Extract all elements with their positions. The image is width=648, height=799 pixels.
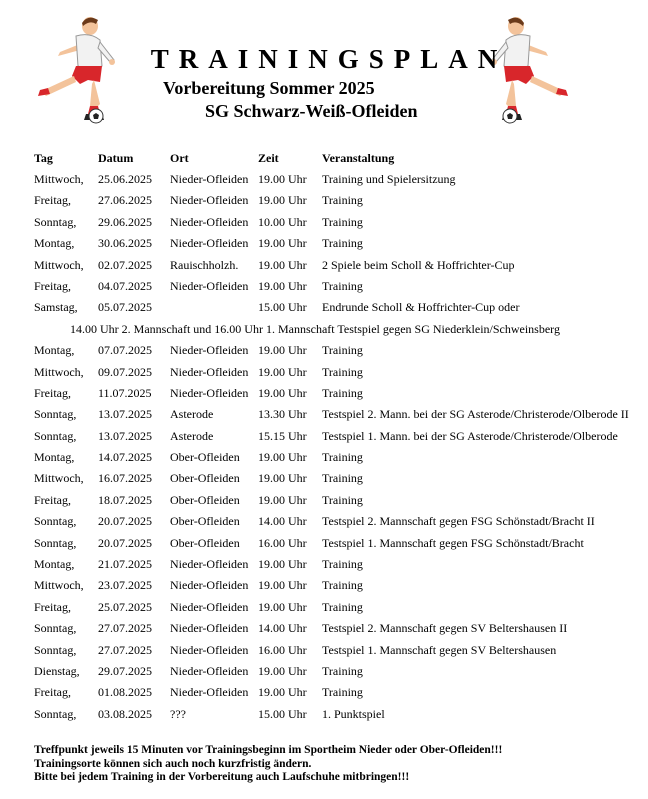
- cell-tag: Sonntag,: [34, 514, 77, 529]
- cell-zeit: 19.00 Uhr: [258, 364, 307, 379]
- cell-datum: 09.07.2025: [98, 364, 152, 379]
- cell-datum: 13.07.2025: [98, 428, 152, 443]
- cell-ort: Nieder-Ofleiden: [170, 364, 249, 379]
- cell-veranstaltung: Training: [322, 450, 363, 465]
- table-row: [34, 255, 644, 276]
- cell-veranstaltung: Training: [322, 364, 363, 379]
- cell-ort: Nieder-Ofleiden: [170, 385, 249, 400]
- cell-ort: Nieder-Ofleiden: [170, 621, 249, 636]
- cell-veranstaltung: Training: [322, 343, 363, 358]
- cell-datum: 16.07.2025: [98, 471, 152, 486]
- cell-datum: 18.07.2025: [98, 492, 152, 507]
- cell-ort: Asterode: [170, 428, 214, 443]
- cell-tag: Sonntag,: [34, 214, 77, 229]
- cell-datum: 29.07.2025: [98, 663, 152, 678]
- cell-veranstaltung: 1. Punktspiel: [322, 706, 385, 721]
- cell-datum: 27.06.2025: [98, 193, 152, 208]
- cell-tag: Mittwoch,: [34, 364, 84, 379]
- table-row: [34, 169, 644, 190]
- table-row: [34, 661, 644, 682]
- cell-tag: Sonntag,: [34, 621, 77, 636]
- cell-datum: 20.07.2025: [98, 535, 152, 550]
- footer-line-meeting: Treffpunkt jeweils 15 Minuten vor Trainingsbeginn im Sportheim Nieder oder Ober-Ofleiden!!!: [34, 744, 503, 756]
- cell-datum: 27.07.2025: [98, 621, 152, 636]
- table-row: [34, 597, 644, 618]
- table-row: [34, 618, 644, 639]
- cell-tag: Sonntag,: [34, 428, 77, 443]
- table-row: [34, 575, 644, 596]
- cell-ort: Nieder-Ofleiden: [170, 599, 249, 614]
- cell-veranstaltung: Testspiel 1. Mannschaft gegen SV Beltershausen: [322, 642, 557, 657]
- cell-tag: Mittwoch,: [34, 471, 84, 486]
- cell-zeit: 19.00 Uhr: [258, 492, 307, 507]
- table-row: [34, 340, 644, 361]
- table-row: [34, 682, 644, 703]
- cell-veranstaltung: Training: [322, 278, 363, 293]
- cell-tag: Freitag,: [34, 599, 71, 614]
- col-header-ort: Ort: [170, 151, 189, 165]
- cell-veranstaltung: Training: [322, 236, 363, 251]
- table-row: [34, 468, 644, 489]
- cell-zeit: 14.00 Uhr: [258, 621, 307, 636]
- cell-veranstaltung: Testspiel 2. Mannschaft gegen FSG Schönstadt/Bracht II: [322, 514, 595, 529]
- cell-zeit: 15.00 Uhr: [258, 706, 307, 721]
- cell-datum: 27.07.2025: [98, 642, 152, 657]
- cell-datum: 25.07.2025: [98, 599, 152, 614]
- table-row: [34, 447, 644, 468]
- table-row: [34, 404, 644, 425]
- cell-veranstaltung: Testspiel 2. Mannschaft gegen SV Beltershausen II: [322, 621, 568, 636]
- cell-ort: Ober-Ofleiden: [170, 450, 240, 465]
- table-row: [34, 533, 644, 554]
- cell-veranstaltung: Training: [322, 385, 363, 400]
- cell-veranstaltung: Training: [322, 557, 363, 572]
- cell-datum: 21.07.2025: [98, 557, 152, 572]
- cell-veranstaltung: Training: [322, 193, 363, 208]
- cell-ort: Nieder-Ofleiden: [170, 236, 249, 251]
- cell-ort: Nieder-Ofleiden: [170, 193, 249, 208]
- cell-zeit: 14.00 Uhr: [258, 514, 307, 529]
- cell-zeit: 19.00 Uhr: [258, 663, 307, 678]
- cell-tag: Mittwoch,: [34, 578, 84, 593]
- cell-ort: Asterode: [170, 407, 214, 422]
- table-row: [34, 276, 644, 297]
- cell-datum: 13.07.2025: [98, 407, 152, 422]
- cell-veranstaltung: Training: [322, 685, 363, 700]
- cell-tag: Sonntag,: [34, 706, 77, 721]
- table-row: [34, 490, 644, 511]
- cell-zeit: 10.00 Uhr: [258, 214, 307, 229]
- cell-zeit: 19.00 Uhr: [258, 385, 307, 400]
- cell-ort: Nieder-Ofleiden: [170, 278, 249, 293]
- cell-datum: 03.08.2025: [98, 706, 152, 721]
- cell-veranstaltung: Training: [322, 663, 363, 678]
- cell-zeit: 16.00 Uhr: [258, 642, 307, 657]
- cell-tag: Montag,: [34, 557, 75, 572]
- schedule-table: [34, 148, 644, 725]
- cell-zeit: 19.00 Uhr: [258, 172, 307, 186]
- table-row: [34, 554, 644, 575]
- cell-datum: 02.07.2025: [98, 257, 152, 272]
- cell-datum: 29.06.2025: [98, 214, 152, 229]
- cell-zeit: 16.00 Uhr: [258, 535, 307, 550]
- table-row: [34, 640, 644, 661]
- footer-notes: [34, 744, 502, 785]
- cell-tag: Sonntag,: [34, 535, 77, 550]
- cell-datum: 30.06.2025: [98, 236, 152, 251]
- cell-veranstaltung: Training und Spielersitzung: [322, 172, 456, 186]
- cell-tag: Montag,: [34, 343, 75, 358]
- cell-ort: Nieder-Ofleiden: [170, 663, 249, 678]
- cell-tag: Samstag,: [34, 300, 78, 315]
- table-row: [34, 704, 644, 725]
- cell-zeit: 15.00 Uhr: [258, 300, 307, 315]
- cell-zeit: 19.00 Uhr: [258, 557, 307, 572]
- table-row: [34, 383, 644, 404]
- cell-zeit: 19.00 Uhr: [258, 450, 307, 465]
- cell-zeit: 19.00 Uhr: [258, 343, 307, 358]
- cell-tag: Montag,: [34, 450, 75, 465]
- cell-ort: Ober-Ofleiden: [170, 471, 240, 486]
- schedule-rows-part1: [34, 169, 644, 319]
- cell-tag: Montag,: [34, 236, 75, 251]
- cell-ort: Nieder-Ofleiden: [170, 214, 249, 229]
- cell-datum: 20.07.2025: [98, 514, 152, 529]
- subtitle-club: SG Schwarz-Weiß-Ofleiden: [205, 101, 418, 121]
- cell-datum: 14.07.2025: [98, 450, 152, 465]
- table-row: [34, 426, 644, 447]
- cell-ort: Ober-Ofleiden: [170, 514, 240, 529]
- cell-tag: Sonntag,: [34, 407, 77, 422]
- schedule-note: 14.00 Uhr 2. Mannschaft und 16.00 Uhr 1. Mannschaft Testspiel gegen SG Niederklein/Schweinsberg: [70, 321, 560, 336]
- cell-veranstaltung: 2 Spiele beim Scholl & Hoffrichter-Cup: [322, 257, 515, 272]
- cell-veranstaltung: Training: [322, 471, 363, 486]
- cell-veranstaltung: Testspiel 1. Mann. bei der SG Asterode/Christerode/Olberode: [322, 428, 618, 443]
- cell-tag: Mittwoch,: [34, 257, 84, 272]
- cell-zeit: 19.00 Uhr: [258, 685, 307, 700]
- footer-line-shoes: Bitte bei jedem Training in der Vorbereitung auch Laufschuhe mitbringen!!!: [34, 771, 410, 783]
- footer-line-locations: Trainingsorte können sich auch noch kurzfristig ändern.: [34, 757, 312, 770]
- cell-datum: 23.07.2025: [98, 578, 152, 593]
- col-header-datum: Datum: [98, 151, 134, 165]
- cell-tag: Freitag,: [34, 278, 71, 293]
- cell-veranstaltung: Training: [322, 599, 363, 614]
- schedule-rows-part2: [34, 340, 644, 725]
- cell-datum: 05.07.2025: [98, 300, 152, 315]
- cell-veranstaltung: Testspiel 2. Mann. bei der SG Asterode/Christerode/Olberode II: [322, 407, 629, 422]
- cell-ort: ???: [170, 706, 186, 721]
- cell-ort: Nieder-Ofleiden: [170, 343, 249, 358]
- cell-tag: Freitag,: [34, 385, 71, 400]
- cell-zeit: 19.00 Uhr: [258, 193, 307, 208]
- cell-ort: Ober-Ofleiden: [170, 535, 240, 550]
- cell-veranstaltung: Endrunde Scholl & Hoffrichter-Cup oder: [322, 300, 520, 315]
- table-row: [34, 297, 644, 318]
- page-title: TRAININGSPLAN: [150, 44, 508, 74]
- cell-tag: Dienstag,: [34, 663, 80, 678]
- cell-veranstaltung: Training: [322, 492, 363, 507]
- table-row: [34, 511, 644, 532]
- cell-veranstaltung: Training: [322, 578, 363, 593]
- cell-datum: 11.07.2025: [98, 385, 152, 400]
- cell-zeit: 19.00 Uhr: [258, 278, 307, 293]
- cell-zeit: 19.00 Uhr: [258, 599, 307, 614]
- table-row: [34, 190, 644, 211]
- cell-ort: Rauischholzh.: [170, 257, 239, 272]
- cell-ort: Nieder-Ofleiden: [170, 642, 249, 657]
- cell-datum: 25.06.2025: [98, 172, 152, 186]
- cell-zeit: 19.00 Uhr: [258, 257, 307, 272]
- col-header-zeit: Zeit: [258, 151, 279, 165]
- cell-veranstaltung: Training: [322, 214, 363, 229]
- cell-zeit: 13.30 Uhr: [258, 407, 307, 422]
- cell-tag: Freitag,: [34, 193, 71, 208]
- cell-ort: Ober-Ofleiden: [170, 492, 240, 507]
- cell-tag: Mittwoch,: [34, 172, 84, 186]
- cell-veranstaltung: Testspiel 1. Mannschaft gegen FSG Schönstadt/Bracht: [322, 535, 584, 550]
- cell-datum: 07.07.2025: [98, 343, 152, 358]
- cell-ort: Nieder-Ofleiden: [170, 578, 249, 593]
- cell-tag: Sonntag,: [34, 642, 77, 657]
- subtitle-season: Vorbereitung Sommer 2025: [163, 78, 375, 98]
- table-header: [34, 148, 644, 168]
- cell-ort: Nieder-Ofleiden: [170, 685, 249, 700]
- cell-zeit: 15.15 Uhr: [258, 428, 307, 443]
- cell-tag: Freitag,: [34, 492, 71, 507]
- table-row: [34, 233, 644, 254]
- cell-datum: 04.07.2025: [98, 278, 152, 293]
- cell-zeit: 19.00 Uhr: [258, 471, 307, 486]
- cell-zeit: 19.00 Uhr: [258, 578, 307, 593]
- col-header-veranstaltung: Veranstaltung: [322, 151, 395, 165]
- cell-ort: Nieder-Ofleiden: [170, 557, 249, 572]
- cell-tag: Freitag,: [34, 685, 71, 700]
- cell-datum: 01.08.2025: [98, 685, 152, 700]
- cell-zeit: 19.00 Uhr: [258, 236, 307, 251]
- table-row: [34, 362, 644, 383]
- cell-ort: Nieder-Ofleiden: [170, 172, 249, 186]
- table-row: [34, 212, 644, 233]
- col-header-tag: Tag: [34, 151, 53, 165]
